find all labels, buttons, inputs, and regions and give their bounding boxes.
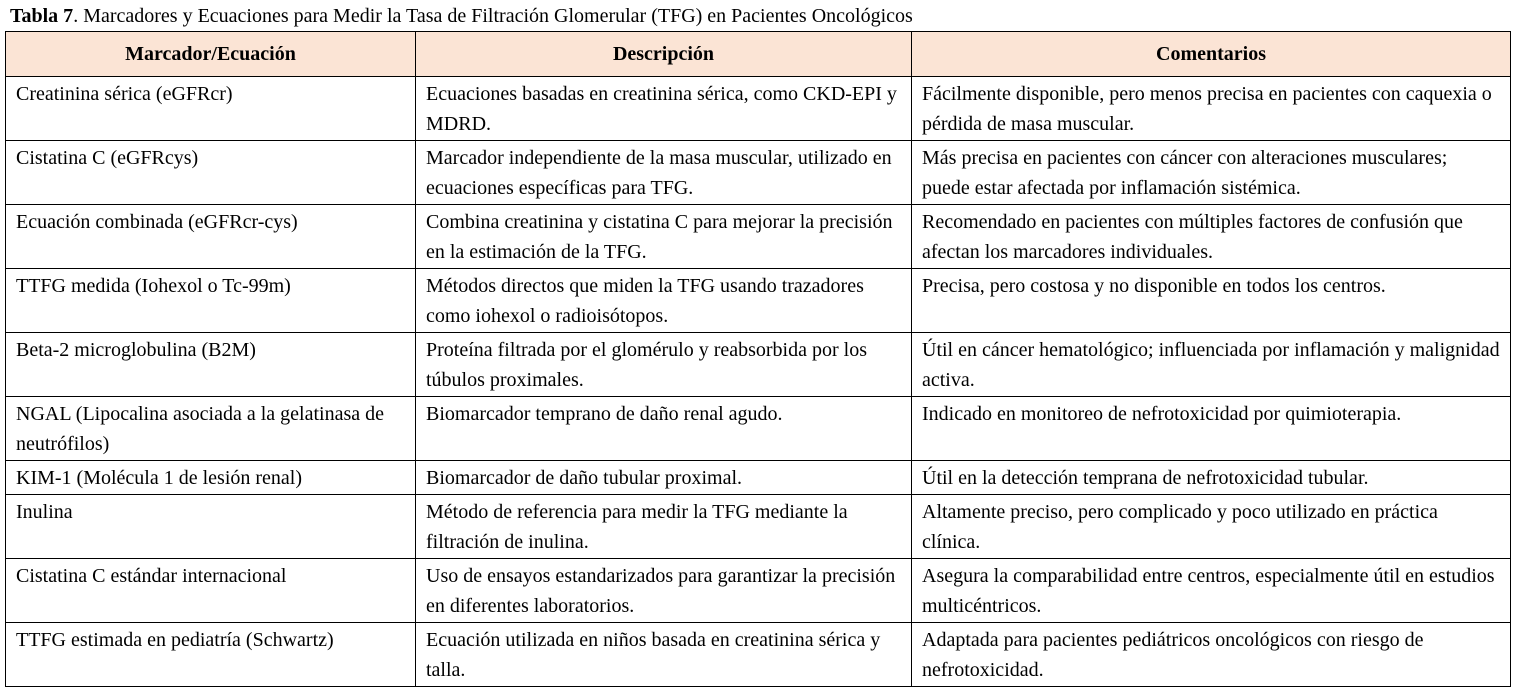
table-row — [6, 397, 1511, 461]
cell-comments: Útil en la detección temprana de nefrotoxicidad tubular. — [912, 461, 1511, 495]
cell-description: Biomarcador temprano de daño renal agudo. — [416, 397, 912, 461]
table-row — [6, 461, 1511, 495]
cell-comments: Recomendado en pacientes con múltiples factores de confusión que afectan los marcadores individuales. — [912, 205, 1511, 269]
cell-marker: NGAL (Lipocalina asociada a la gelatinasa de neutrófilos) — [6, 397, 416, 461]
cell-marker: KIM-1 (Molécula 1 de lesión renal) — [6, 461, 416, 495]
table-header-row — [6, 32, 1511, 77]
table-row — [6, 205, 1511, 269]
table-caption — [10, 3, 913, 29]
cell-marker: TTFG estimada en pediatría (Schwartz) — [6, 623, 416, 687]
cell-comments: Más precisa en pacientes con cáncer con alteraciones musculares; puede estar afectada por inflamación sistémica. — [912, 141, 1511, 205]
cell-marker: TTFG medida (Iohexol o Tc-99m) — [6, 269, 416, 333]
header-description: Descripción — [416, 32, 912, 77]
cell-comments: Útil en cáncer hematológico; influenciada por inflamación y malignidad activa. — [912, 333, 1511, 397]
caption-label: Tabla 7 — [10, 5, 74, 27]
table-row — [6, 559, 1511, 623]
cell-description: Combina creatinina y cistatina C para mejorar la precisión en la estimación de la TFG. — [416, 205, 912, 269]
cell-description: Ecuaciones basadas en creatinina sérica, como CKD-EPI y MDRD. — [416, 77, 912, 141]
cell-comments: Asegura la comparabilidad entre centros, especialmente útil en estudios multicéntricos. — [912, 559, 1511, 623]
table-row — [6, 141, 1511, 205]
cell-marker: Beta-2 microglobulina (B2M) — [6, 333, 416, 397]
table-row — [6, 333, 1511, 397]
cell-marker: Inulina — [6, 495, 416, 559]
cell-marker: Cistatina C estándar internacional — [6, 559, 416, 623]
cell-comments: Indicado en monitoreo de nefrotoxicidad por quimioterapia. — [912, 397, 1511, 461]
caption-text: . Marcadores y Ecuaciones para Medir la Tasa de Filtración Glomerular (TFG) en Pacientes Oncológicos — [73, 5, 913, 27]
cell-comments: Adaptada para pacientes pediátricos oncológicos con riesgo de nefrotoxicidad. — [912, 623, 1511, 687]
cell-description: Métodos directos que miden la TFG usando trazadores como iohexol o radioisótopos. — [416, 269, 912, 333]
cell-marker: Ecuación combinada (eGFRcr-cys) — [6, 205, 416, 269]
cell-description: Uso de ensayos estandarizados para garantizar la precisión en diferentes laboratorios. — [416, 559, 912, 623]
header-marker: Marcador/Ecuación — [6, 32, 416, 77]
cell-description: Marcador independiente de la masa muscular, utilizado en ecuaciones específicas para TFG. — [416, 141, 912, 205]
tfg-markers-table — [5, 31, 1511, 687]
cell-description: Método de referencia para medir la TFG mediante la filtración de inulina. — [416, 495, 912, 559]
table-row — [6, 77, 1511, 141]
cell-comments: Altamente preciso, pero complicado y poco utilizado en práctica clínica. — [912, 495, 1511, 559]
cell-description: Biomarcador de daño tubular proximal. — [416, 461, 912, 495]
cell-comments: Precisa, pero costosa y no disponible en todos los centros. — [912, 269, 1511, 333]
cell-description: Ecuación utilizada en niños basada en creatinina sérica y talla. — [416, 623, 912, 687]
cell-marker: Cistatina C (eGFRcys) — [6, 141, 416, 205]
cell-marker: Creatinina sérica (eGFRcr) — [6, 77, 416, 141]
header-comments: Comentarios — [912, 32, 1511, 77]
table-row — [6, 623, 1511, 687]
table-row — [6, 269, 1511, 333]
cell-description: Proteína filtrada por el glomérulo y reabsorbida por los túbulos proximales. — [416, 333, 912, 397]
cell-comments: Fácilmente disponible, pero menos precisa en pacientes con caquexia o pérdida de masa muscular. — [912, 77, 1511, 141]
table-row — [6, 495, 1511, 559]
